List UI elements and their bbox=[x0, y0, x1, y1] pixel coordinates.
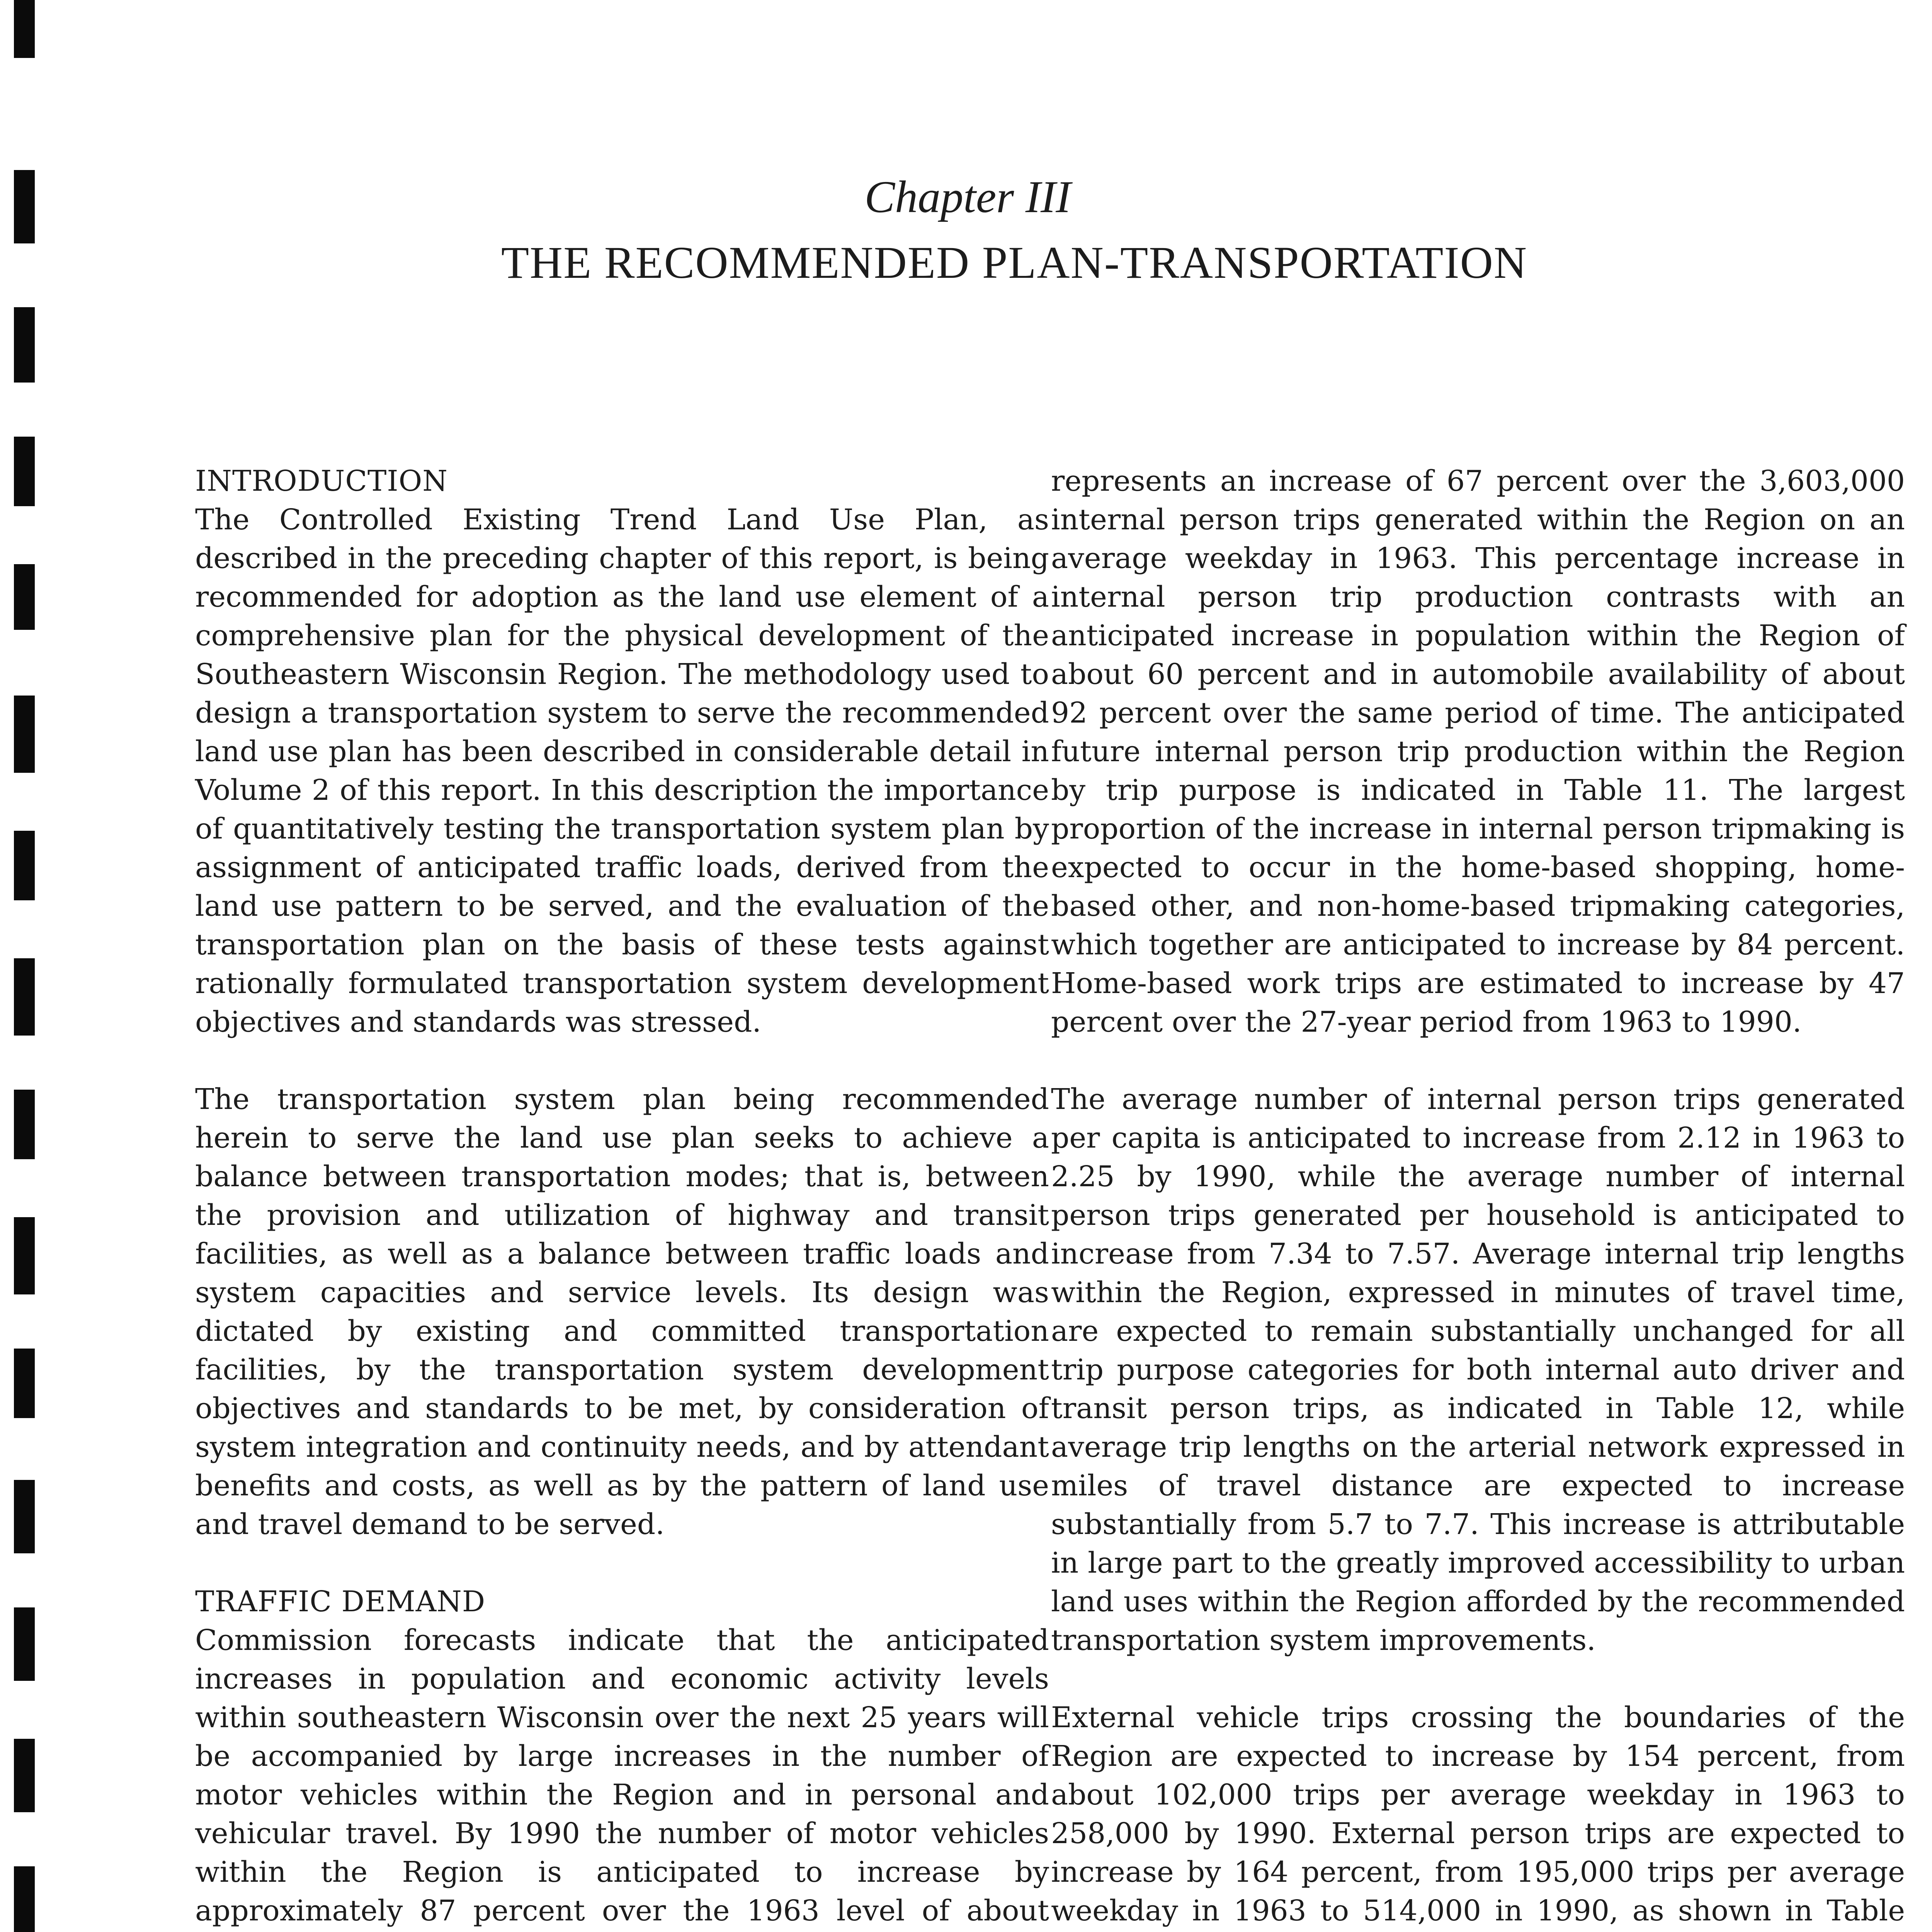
binding-mark bbox=[14, 307, 35, 383]
binding-mark bbox=[14, 958, 35, 1036]
binding-mark bbox=[14, 0, 35, 58]
section-heading-introduction: INTRODUCTION bbox=[195, 464, 448, 498]
chapter-title: THE RECOMMENDED PLAN-TRANSPORTATION bbox=[501, 237, 1528, 288]
paragraph: The Controlled Existing Trend Land Use Plan, as described in the preceding chapter of this report, is being recommended for adoption as the land use element of a comprehensive plan for the physical development of the Southeastern Wisconsin Region. The methodology used to design a transportation system to serve the recommended land use plan has been described in considerable detail in Volume 2 of this report. In this description the importance of quantitatively testing the transportation system plan by assignment of anticipated traffic loads, derived from the land use pattern to be served, and the evaluation of the transportation plan on the basis of these tests against rationally formulated transportation system development objectives and standards was stressed. bbox=[195, 503, 1049, 1039]
paragraph: Commission forecasts indicate that the anticipated increases in population and economic activity levels within southeastern Wisconsin over the next 25 years will be accompanied by large increases in the number of motor vehicles within the Region and in personal and vehicular travel. By 1990 the number of motor vehicles within the Region is anticipated to increase by approximately 87 percent over the 1963 level of about bbox=[195, 1624, 1049, 1927]
paragraph: represents an increase of 67 percent over the 3,603,000 internal person trips generated within the Region on an average weekday in 1963. This percentage increase in internal person trip production contrasts with an anticipated increase in population within the Region of about 60 percent and in automobile availability of about 92 percent over the same period of time. The anticipated future internal person trip production within the Region by trip purpose is indicated in Table 11. The largest proportion of the increase in internal person tripmaking is expected to occur in the home-based shopping, home-based other, and non-home-based tripmaking categories, which together are anticipated to increase by 84 percent. Home-based work trips are estimated to increase by 47 percent over the 27-year period from 1963 to 1990. bbox=[1051, 464, 1905, 1039]
introduction-section bbox=[195, 462, 1049, 1041]
binding-mark bbox=[14, 1217, 35, 1294]
binding-mark bbox=[14, 1607, 35, 1681]
left-column bbox=[195, 462, 1049, 1932]
binding-mark bbox=[14, 1739, 35, 1812]
binding-mark bbox=[14, 1866, 35, 1932]
binding-mark bbox=[14, 564, 35, 630]
binding-mark bbox=[14, 437, 35, 506]
chapter-label: Chapter III bbox=[864, 172, 1071, 222]
paragraph: External vehicle trips crossing the boundaries of the Region are expected to increase by 154 percent, from about 102,000 trips per average weekday in 1963 to 258,000 by 1990. External person trips are expected to increase by 164 percent, from 195,000 trips per average weekday in 1963 to 514,000 in 1990, as shown in Table bbox=[1051, 1701, 1905, 1927]
binding-mark bbox=[14, 696, 35, 773]
binding-mark bbox=[14, 1090, 35, 1159]
paragraph: The average number of internal person trips generated per capita is anticipated to increase from 2.12 in 1963 to 2.25 by 1990, while the average number of internal person trips generated per household is anticipated to increase from 7.34 to 7.57. Average internal trip lengths within the Region, expressed in minutes of travel time, are expected to remain substantially unchanged for all trip purpose categories for both internal auto driver and transit person trips, as indicated in Table 12, while average trip lengths on the arterial network expressed in miles of travel distance are expected to increase substantially from 5.7 to 7.7. This increase is attributable in large part to the greatly improved accessibility to urban land uses within the Region afforded by the recommended transportation system improvements. bbox=[1051, 1083, 1905, 1657]
traffic-demand-section bbox=[195, 1582, 1049, 1932]
paragraph: The transportation system plan being recommended herein to serve the land use plan seeks to achieve a balance between transportation modes; that is, between the provision and utilization of highway and transit facilities, as well as a balance between traffic loads and system capacities and service levels. Its design was dictated by existing and committed transportation facilities, by the transportation system development objectives and standards to be met, by consideration of system integration and continuity needs, and by attendant benefits and costs, as well as by the pattern of land use and travel demand to be served. bbox=[195, 1083, 1049, 1541]
binding-mark bbox=[14, 831, 35, 900]
binding-mark bbox=[14, 1480, 35, 1553]
binding-mark bbox=[14, 1349, 35, 1418]
right-column bbox=[1051, 462, 1905, 1932]
binding-strip bbox=[14, 0, 37, 1932]
section-heading-traffic-demand: TRAFFIC DEMAND bbox=[195, 1585, 486, 1618]
